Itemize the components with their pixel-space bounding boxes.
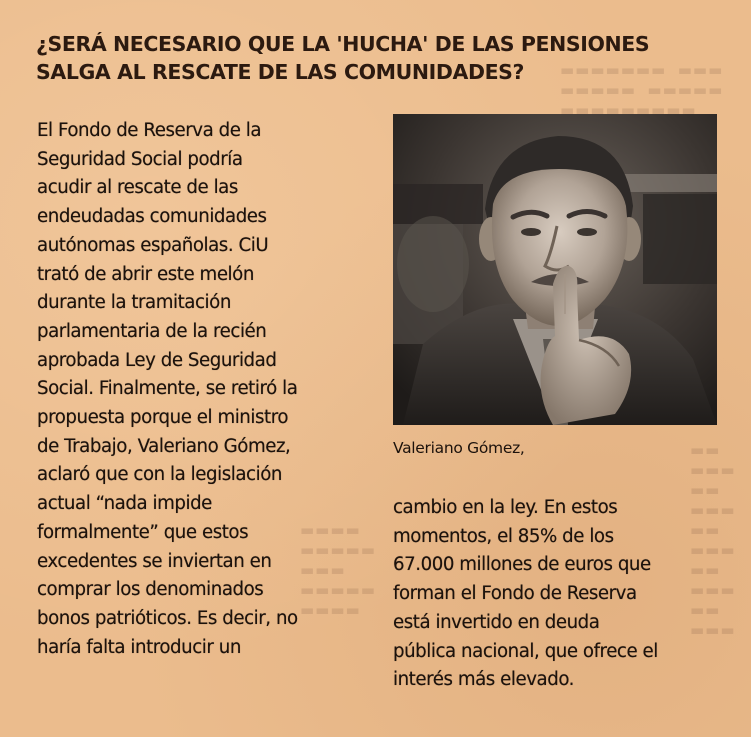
text-line: endeudadas comunidades	[37, 206, 267, 228]
headline-line: SALGA AL RESCATE DE LAS COMUNIDADES?	[36, 60, 525, 84]
text-line: acudir al rescate de las	[37, 177, 238, 199]
text-line: bonos patrióticos. Es decir, no	[37, 607, 298, 629]
bleed-through-texture: ▬▬▬▬▬▬▬ ▬▬▬ ▬▬▬▬▬ ▬▬▬▬▬ ▬▬▬▬▬▬▬▬▬	[560, 61, 724, 119]
text-line: cambio en la ley. En estos	[393, 497, 618, 518]
text-line: Seguridad Social podría	[37, 148, 243, 170]
text-line: propuesta porque el ministro	[37, 407, 289, 429]
text-line: excedentes se inviertan en	[37, 550, 272, 572]
portrait-photo	[393, 114, 717, 425]
bleed-through-texture: ▬▬▬▬ ▬▬▬▬▬ ▬▬▬ ▬▬▬▬▬ ▬▬▬▬	[300, 521, 376, 619]
text-line: pública nacional, que ofrece el	[393, 640, 658, 662]
text-line: durante la tramitación	[37, 292, 231, 314]
text-line: Social. Finalmente, se retiró la	[37, 378, 298, 400]
text-line: aclaró que con la legislación	[37, 464, 282, 486]
text-line: autónomas españolas. CiU	[37, 234, 269, 256]
left-text-column	[37, 117, 382, 662]
text-line: está invertido en deuda	[393, 611, 600, 633]
text-line: El Fondo de Reserva de la	[37, 120, 262, 141]
right-text-column	[393, 494, 738, 695]
text-line: momentos, el 85% de los	[393, 525, 614, 547]
text-line: forman el Fondo de Reserva	[393, 583, 637, 605]
bleed-through-texture: ▬▬ ▬▬▬ ▬▬ ▬▬▬ ▬▬ ▬▬▬ ▬▬ ▬▬▬ ▬▬ ▬▬▬	[690, 441, 736, 639]
text-line: parlamentaria de la recién	[37, 320, 267, 342]
text-line: formalmente” que estos	[37, 521, 249, 543]
text-line: interés más elevado.	[393, 669, 575, 691]
text-line: trató de abrir este melón	[37, 263, 254, 285]
text-line: aprobada Ley de Seguridad	[37, 349, 277, 371]
headline-line: ¿SERÁ NECESARIO QUE LA 'HUCHA' DE LAS PENSIONES	[36, 32, 650, 56]
text-line: 67.000 millones de euros que	[393, 554, 651, 576]
headline	[36, 30, 726, 86]
text-line: actual “nada impide	[37, 493, 212, 515]
text-line: comprar los denominados	[37, 579, 264, 601]
text-line: haría falta introducir un	[37, 636, 241, 658]
text-line: de Trabajo, Valeriano Gómez,	[37, 435, 291, 457]
photo-caption: Valeriano Gómez,	[393, 439, 525, 457]
